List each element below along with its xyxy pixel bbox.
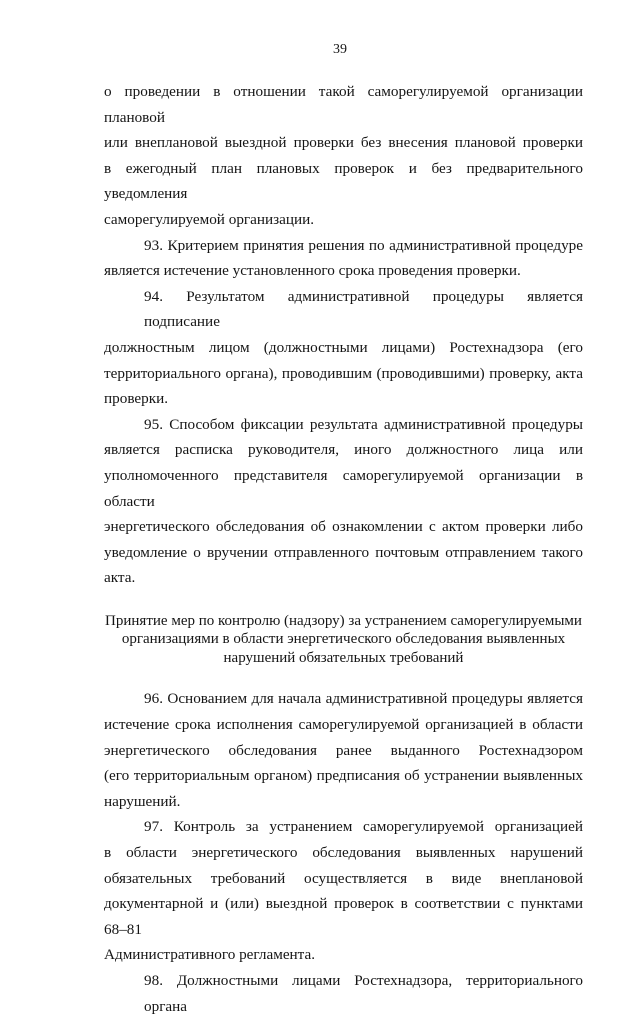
text-line: документарной и (или) выездной проверок в соответствии с пунктами 68–81 [104, 895, 583, 938]
text-line: проверки. [104, 390, 169, 408]
text-line: территориального органа), проводившим (проводившими) проверку, акта [104, 364, 583, 382]
section-heading [104, 612, 583, 668]
text-line: (его территориальным органом) предписания об устранении выявленных [104, 767, 583, 785]
text-line: 94. Результатом административной процедуры является подписание [144, 287, 583, 331]
paragraph-p-98 [104, 968, 583, 1019]
text-line: является расписка руководителя, иного должностного лица или [104, 441, 583, 459]
text-line: 93. Критерием принятия решения по административной процедуре [144, 236, 583, 254]
text-line: энергетического обследования об ознакомлении с актом проверки либо [104, 518, 583, 536]
text-line: саморегулируемой организации. [104, 210, 315, 228]
text-line: истечение срока исполнения саморегулируемой организацией в области [104, 715, 583, 733]
paragraphs-bottom [104, 686, 583, 1019]
text-line: 95. Способом фиксации результата административной процедуры [144, 415, 583, 433]
text-line: уведомление о вручении отправленного почтовым отправлением такого акта. [104, 543, 583, 587]
text-line: 97. Контроль за устранением саморегулируемой организацией [144, 818, 583, 836]
paragraph-p-cont [104, 79, 583, 233]
text-line: о проведении в отношении такой саморегулируемой организации плановой [104, 83, 583, 126]
section-heading-line-3: нарушений обязательных требований [223, 649, 464, 666]
paragraph-p-95 [104, 412, 583, 591]
text-line: обязательных требований осуществляется в виде внеплановой [104, 869, 583, 887]
text-line: уполномоченного представителя саморегулируемой организации в области [104, 466, 583, 510]
paragraph-p-93 [104, 233, 583, 284]
text-line: 98. Должностными лицами Ростехнадзора, территориального органа [144, 971, 583, 1015]
page-number: 39 [333, 42, 347, 57]
document-body [104, 79, 583, 1019]
section-heading-line-1: Принятие мер по контролю (надзору) за устранением саморегулируемыми [105, 612, 582, 629]
text-line: в ежегодный план плановых проверок и без предварительного уведомления [104, 159, 583, 203]
text-line: в области энергетического обследования выявленных нарушений [104, 843, 583, 861]
text-line: 96. Основанием для начала административной процедуры является [144, 690, 583, 708]
paragraph-p-94 [104, 284, 583, 412]
text-line: является истечение установленного срока проведения проверки. [104, 262, 521, 280]
paragraph-p-96 [104, 686, 583, 814]
paragraph-p-97 [104, 814, 583, 968]
text-line: нарушений. [104, 792, 181, 810]
text-line: Административного регламента. [104, 946, 316, 964]
text-line: энергетического обследования ранее выданного Ростехнадзором [104, 741, 583, 759]
section-heading-line-2: организациями в области энергетического обследования выявленных [121, 631, 566, 648]
paragraphs-top [104, 79, 583, 591]
text-line: должностным лицом (должностными лицами) Ростехнадзора (его [104, 338, 583, 356]
text-line: или внеплановой выездной проверки без внесения плановой проверки [104, 134, 583, 152]
